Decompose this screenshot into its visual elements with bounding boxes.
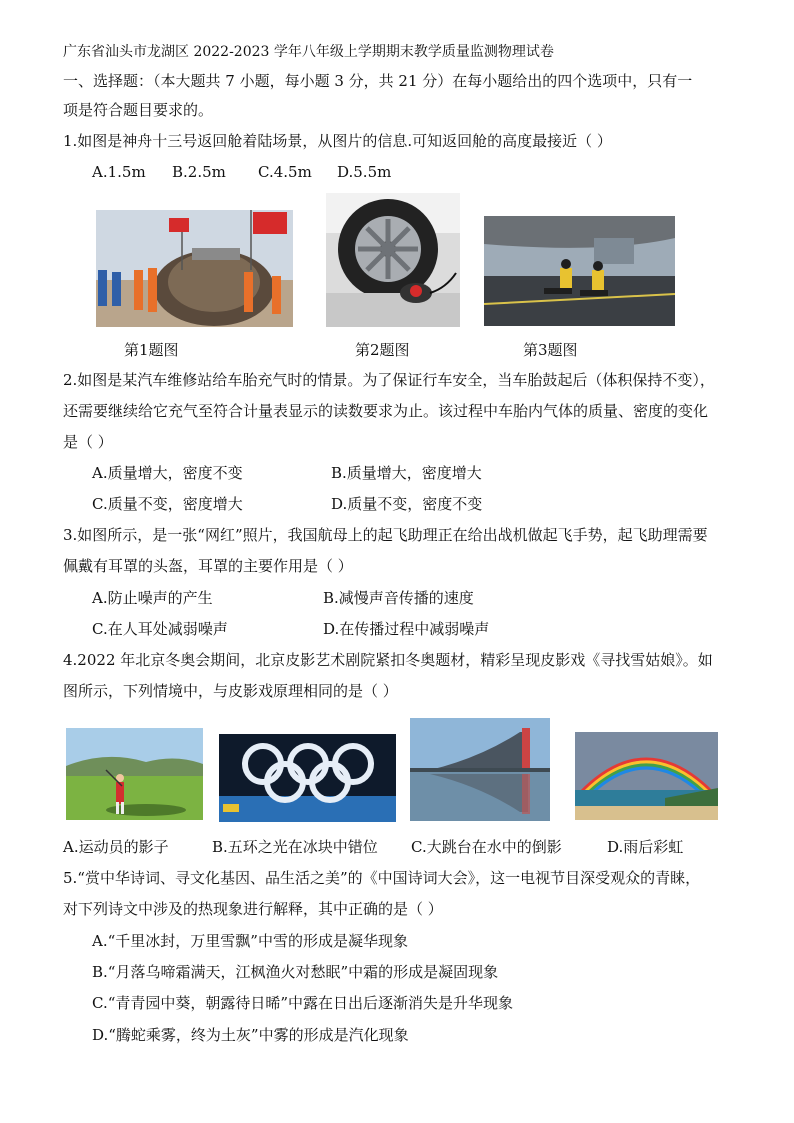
q1-option-a: A.1.5m <box>92 163 146 181</box>
figure-rainbow <box>575 732 718 820</box>
q4-stem-line2: 图所示，下列情境中，与皮影戏原理相同的是（ ） <box>63 682 398 700</box>
caption-figure-2: 第2题图 <box>355 341 410 359</box>
q4-option-d: D.雨后彩虹 <box>607 838 684 856</box>
q3-stem-line1: 3.如图所示，是一张“网红”照片，我国航母上的起飞助理正在给出战机做起飞手势，起飞助理需要 <box>63 526 708 544</box>
q3-stem-line2: 佩戴有耳罩的头盔，耳罩的主要作用是（ ） <box>63 557 353 575</box>
q1-option-d: D.5.5m <box>337 163 392 181</box>
q1-option-b: B.2.5m <box>172 163 226 181</box>
q2-option-b: B.质量增大，密度增大 <box>331 464 482 482</box>
figure-big-air-reflection <box>410 718 550 821</box>
q3-option-d: D.在传播过程中减弱噪声 <box>323 620 490 638</box>
q1-option-c: C.4.5m <box>258 163 312 181</box>
figure-golfer-shadow <box>66 728 203 820</box>
q2-stem-line1: 2.如图是某汽车维修站给车胎充气时的情景。为了保证行车安全，当车胎鼓起后（体积保持不变）， <box>63 371 715 389</box>
q5-option-a: A.“千里冰封，万里雪飘”中雪的形成是凝华现象 <box>92 932 408 950</box>
q1-stem: 1.如图是神舟十三号返回舱着陆场景，从图片的信息.可知返回舱的高度最接近（ ） <box>63 132 612 150</box>
section-instruction-line2: 项是符合题目要求的。 <box>63 101 214 119</box>
q2-stem-line3: 是（ ） <box>63 433 113 451</box>
q4-option-b: B.五环之光在冰块中错位 <box>212 838 378 856</box>
figure-capsule-landing <box>96 210 293 327</box>
q5-stem-line2: 对下列诗文中涉及的热现象进行解释，其中正确的是（ ） <box>63 900 443 918</box>
figure-olympic-rings <box>219 734 396 822</box>
q4-option-a: A.运动员的影子 <box>63 838 169 856</box>
q2-stem-line2: 还需要继续给它充气至符合计量表显示的读数要求为止。该过程中车胎内气体的质量、密度的变化 <box>63 402 709 420</box>
q5-option-c: C.“青青园中葵，朝露待日晞”中露在日出后逐渐消失是升华现象 <box>92 994 514 1012</box>
q3-option-a: A.防止噪声的产生 <box>92 589 213 607</box>
caption-figure-3: 第3题图 <box>523 341 578 359</box>
q2-option-a: A.质量增大，密度不变 <box>92 464 243 482</box>
q5-option-d: D.“腾蛇乘雾，终为土灰”中雾的形成是汽化现象 <box>92 1026 409 1044</box>
q2-option-c: C.质量不变，密度增大 <box>92 495 243 513</box>
q2-option-d: D.质量不变，密度不变 <box>331 495 483 513</box>
figure-carrier-deck <box>484 216 675 326</box>
q5-option-b: B.“月落乌啼霜满天，江枫渔火对愁眠”中霜的形成是凝固现象 <box>92 963 499 981</box>
q4-stem-line1: 4.2022 年北京冬奥会期间，北京皮影艺术剧院紧扣冬奥题材，精彩呈现皮影戏《寻找雪姑娘》。如 <box>63 651 713 669</box>
exam-title: 广东省汕头市龙湖区 2022-2023 学年八年级上学期期末教学质量监测物理试卷 <box>63 44 554 60</box>
figure-tire-inflation <box>326 193 460 327</box>
q3-option-c: C.在人耳处减弱噪声 <box>92 620 228 638</box>
q5-stem-line1: 5.“赏中华诗词、寻文化基因、品生活之美”的《中国诗词大会》，这一电视节目深受观众的青睐， <box>63 869 701 887</box>
caption-figure-1: 第1题图 <box>124 341 179 359</box>
q4-option-c: C.大跳台在水中的倒影 <box>411 838 562 856</box>
section-instruction-line1: 一、选择题：（本大题共 7 小题，每小题 3 分，共 21 分）在每小题给出的四个选项中，只有一 <box>63 72 693 90</box>
q3-option-b: B.减慢声音传播的速度 <box>323 589 474 607</box>
